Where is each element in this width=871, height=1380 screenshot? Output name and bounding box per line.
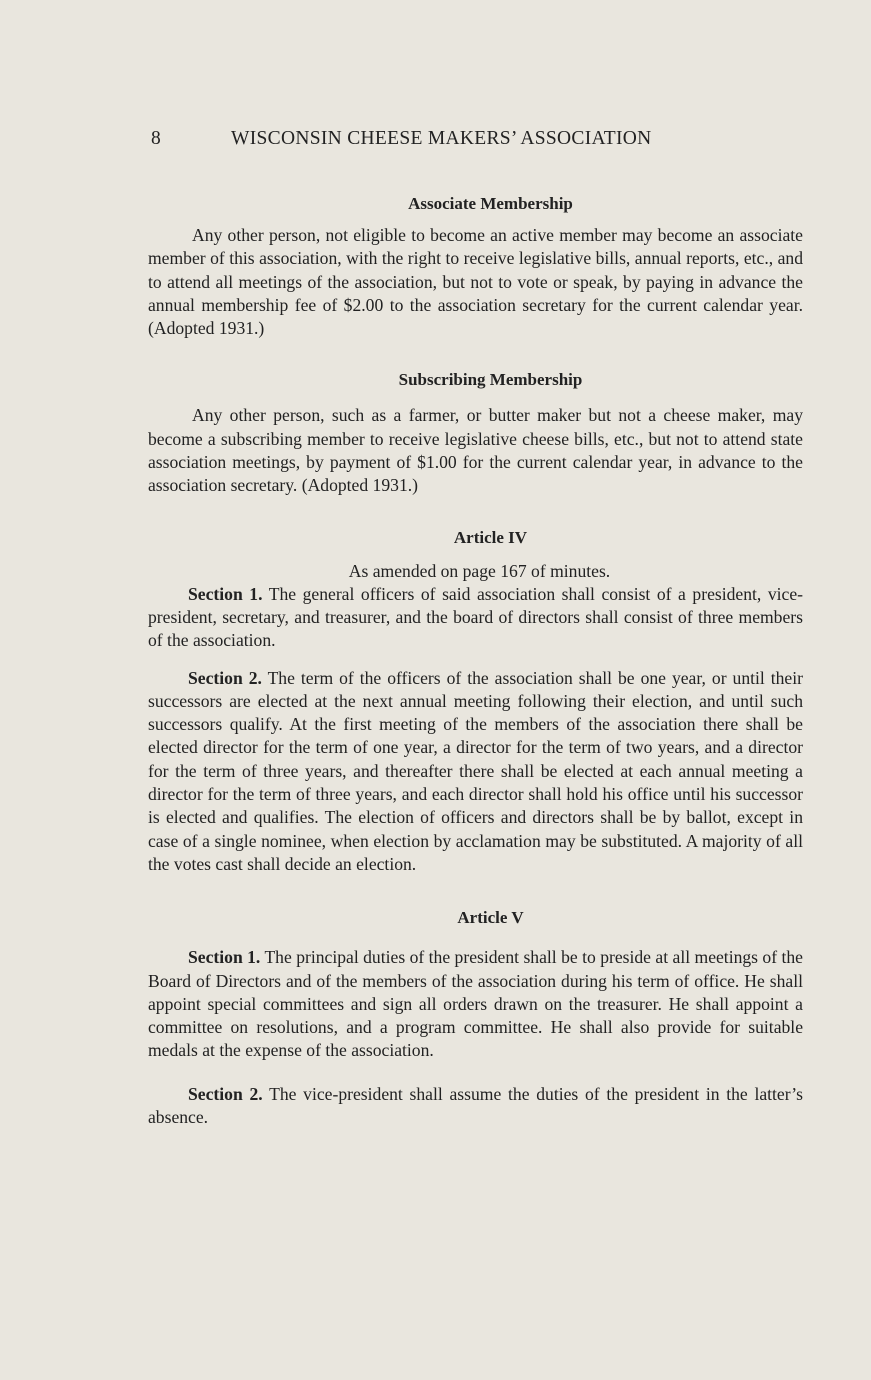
article-v-heading: Article V [457, 908, 524, 928]
page-number: 8 [151, 128, 162, 149]
associate-membership-text: Any other person, not eligible to become an active member may become an associate member of this association, with the right to receive legislative bills, annual reports, etc., and to attend all meetings of the association, but not to vote or speak, by paying in advance the annual membership fee of $2.00 to the association secretary for the current calendar year. (Adopted 1931.) [148, 225, 803, 339]
section-label: Section 1. [188, 947, 261, 968]
subscribing-membership-heading: Subscribing Membership [398, 370, 583, 390]
section-text: The vice-president shall assume the duties of the president in the latter’s absence. [148, 1083, 803, 1128]
section-label: Section 1. [188, 583, 263, 604]
journal-title: WISCONSIN CHEESE MAKERS’ ASSOCIATION [231, 128, 652, 149]
article-v-section-2 [148, 1083, 803, 1130]
section-label: Section 2. [188, 667, 262, 688]
article-iv-heading: Article IV [453, 527, 528, 547]
article-v-section-1 [148, 946, 803, 1062]
subscribing-membership-section [148, 370, 803, 497]
article-iv-section [148, 528, 803, 877]
article-iv-section-2 [148, 667, 803, 877]
section-text: The term of the officers of the association shall be one year, or until their successors are elected at the next annual meeting following their election, and until such successors qualify. At the first meeting of the members of the association there shall be elected director for the term of one year, a director for the term of two years, and a director for the term of three years, and thereafter there shall be elected at each annual meeting a director for the term of three years, and each director shall hold his office until his successor is elected and qualifies. The election of officers and directors shall be by ballot, except in case of a single nominee, when election by acclamation may be substituted. A majority of all the votes cast shall decide an election. [148, 667, 803, 874]
running-head [148, 128, 803, 150]
subscribing-membership-text: Any other person, such as a farmer, or butter maker but not a cheese maker, may become a subscribing member to receive legislative cheese bills, etc., but not to attend state association meetings, by payment of $1.00 for the current calendar year, in advance to the association secretary. (Adopted 1931.) [148, 405, 803, 496]
section-text: The principal duties of the president shall be to preside at all meetings of the Board of Directors and of the members of the association during his term of office. He shall appoint special committees and sign all orders drawn on the treasurer. He shall appoint a committee on resolutions, and a program committee. He shall also provide for suitable medals at the expense of the association. [148, 947, 803, 1061]
document-page [148, 128, 803, 1129]
section-label: Section 2. [188, 1083, 263, 1104]
article-iv-section-1 [148, 583, 803, 653]
article-v-section [148, 908, 803, 1129]
amended-note: As amended on page 167 of minutes. [348, 560, 611, 581]
associate-membership-heading: Associate Membership [408, 194, 573, 213]
associate-membership-section [148, 194, 803, 340]
section-text: The general officers of said association shall consist of a president, vice-president, secretary, and treasurer, and the board of directors shall consist of three members of the association. [148, 583, 804, 651]
